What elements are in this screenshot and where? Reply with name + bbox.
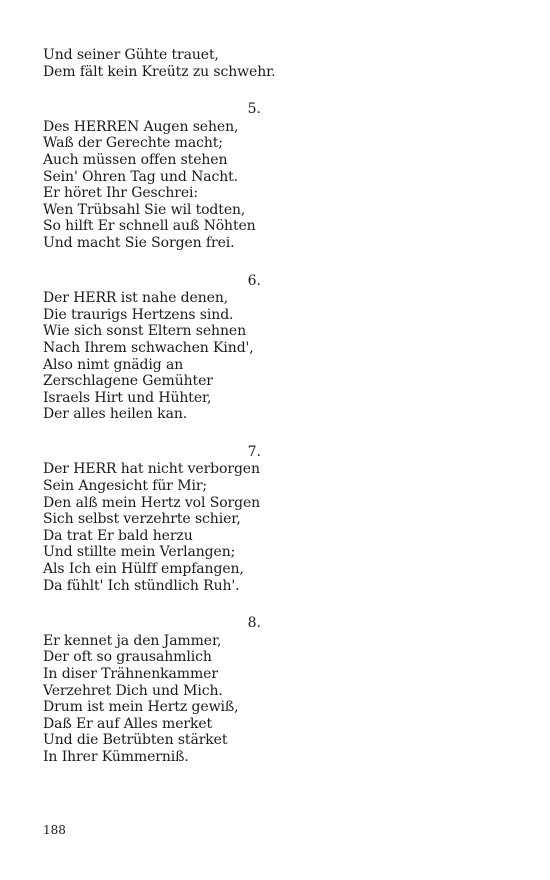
poem-line: Der alles heilen kan. — [43, 406, 188, 423]
stanza-number: 7. — [247, 443, 261, 460]
intro-lines — [43, 47, 276, 80]
stanza-7 — [43, 444, 273, 594]
stanza-8 — [43, 615, 273, 765]
poem-line: Er kennet ja den Jammer, — [43, 632, 222, 649]
stanza-5 — [43, 101, 273, 251]
poem-line: So hilft Er schnell auß Nöhten — [43, 218, 256, 235]
stanza-number: 8. — [247, 615, 261, 632]
stanza-6 — [43, 273, 273, 423]
poem-line: Dem fält kein Kreütz zu schwehr. — [43, 63, 276, 80]
poem-line: Er höret Ihr Geschrei: — [43, 185, 199, 202]
poem-line: Wie sich sonst Eltern sehnen — [43, 323, 246, 340]
poem-line: Zerschlagene Gemühter — [43, 373, 213, 390]
poem-line: In diser Trähnenkammer — [43, 666, 218, 682]
poem-line: Wen Trübsahl Sie wil todten, — [43, 201, 246, 218]
poem-line: Des HERREN Augen sehen, — [43, 118, 239, 135]
poem-line: Und seiner Gühte trauet, — [43, 47, 219, 63]
poem-line: Israels Hirt und Hühter, — [43, 389, 212, 406]
poem-page — [43, 47, 276, 766]
poem-line: Nach Ihrem schwachen Kind', — [43, 339, 254, 356]
poem-line: In Ihrer Kümmerniß. — [43, 748, 189, 765]
poem-line: Sein' Ohren Tag und Nacht. — [43, 168, 238, 185]
poem-line: Und macht Sie Sorgen frei. — [43, 234, 235, 251]
poem-line: Den alß mein Hertz vol Sorgen — [43, 494, 261, 511]
poem-line: Als Ich ein Hülff empfangen, — [43, 561, 244, 578]
poem-line: Daß Er auf Alles merket — [43, 715, 213, 732]
poem-line: Auch müssen offen stehen — [43, 151, 228, 168]
poem-line: Der HERR ist nahe denen, — [43, 290, 229, 307]
poem-line: Waß der Gerechte macht; — [43, 135, 223, 152]
poem-line: Da trat Er bald herzu — [43, 527, 193, 544]
poem-line: Der HERR hat nicht verborgen — [43, 461, 260, 478]
stanza-number: 6. — [247, 272, 261, 289]
poem-line: Da fühlt' Ich stündlich Ruh'. — [43, 577, 240, 594]
poem-line: Also nimt gnädig an — [43, 356, 184, 373]
poem-line: Sich selbst verzehrte schier, — [43, 511, 241, 528]
poem-line: Die traurigs Hertzens sind. — [43, 306, 234, 323]
poem-line: Und stillte mein Verlangen; — [43, 544, 236, 561]
page-number: 188 — [43, 823, 66, 837]
poem-line: Verzehret Dich und Mich. — [43, 682, 223, 699]
poem-line: Der oft so grausahmlich — [43, 649, 212, 666]
poem-line: Und die Betrübten stärket — [43, 732, 228, 749]
poem-line: Drum ist mein Hertz gewiß, — [43, 699, 239, 716]
stanza-number: 5. — [247, 101, 261, 118]
poem-line: Sein Angesicht für Mir; — [43, 478, 208, 495]
